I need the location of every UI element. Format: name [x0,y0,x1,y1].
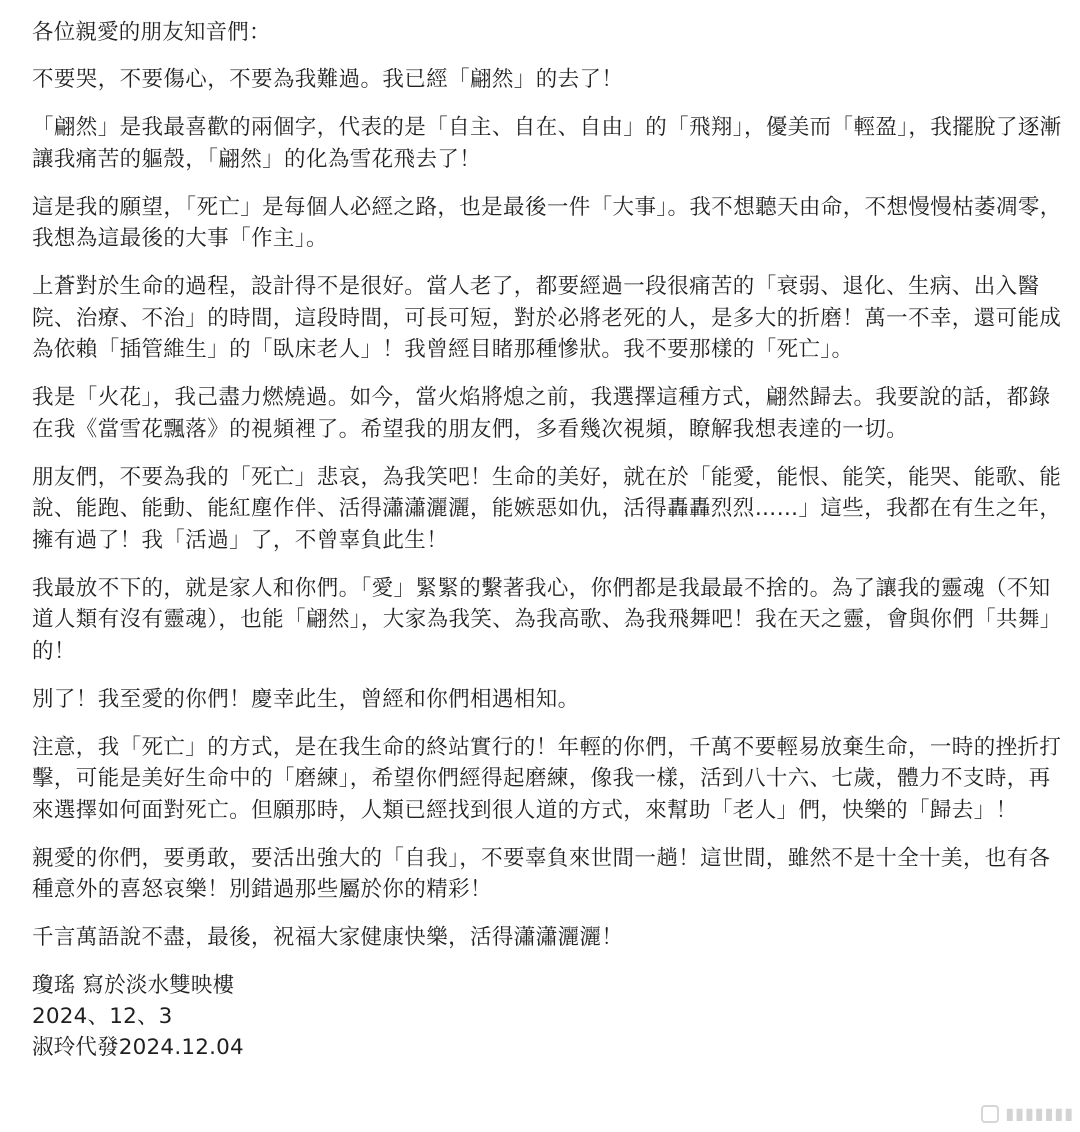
watermark-blurred-text: ▮▮▮▮▮▮▮ [1005,1104,1074,1123]
letter-greeting: 各位親愛的朋友知音們： [32,20,271,45]
letter-paragraph: 我最放不下的，就是家人和你們。「愛」緊緊的繫著我心，你們都是我最最不捨的。為了讓我的靈魂（不知道人類有沒有靈魂），也能「翩然」，大家為我笑、為我高歌、為我飛舞吧！我在天之靈，會與你們「共舞」的！ [32,575,1062,664]
letter-paragraph: 朋友們，不要為我的「死亡」悲哀，為我笑吧！生命的美好，就在於「能愛，能恨、能笑，能哭、能歌、能說、能跑、能動、能紅塵作伴、活得瀟瀟灑灑，能嫉惡如仇，活得轟轟烈烈……」這些，我都在有生之年，擁有過了！我「活過」了，不曾辜負此生！ [32,464,1062,553]
watermark [981,1104,1074,1123]
letter-paragraph: 上蒼對於生命的過程，設計得不是很好。當人老了，都要經過一段很痛苦的「衰弱、退化、生病、出入醫院、治療、不治」的時間，這段時間，可長可短，對於必將老死的人，是多大的折磨！萬一不幸，還可能成為依賴「插管維生」的「臥床老人」！我曾經目睹那種慘狀。我不要那樣的「死亡」。 [32,274,1062,362]
signature-author: 瓊瑤 寫於淡水雙映樓 [32,973,235,998]
letter-signature [32,970,1062,1063]
letter-paragraph: 千言萬語說不盡，最後，祝福大家健康快樂，活得瀟瀟灑灑！ [32,925,624,950]
letter-paragraph: 不要哭，不要傷心，不要為我難過。我已經「翩然」的去了！ [32,67,624,92]
letter-paragraph: 別了！我至愛的你們！慶幸此生，曾經和你們相遇相知。 [32,686,580,712]
watermark-logo-icon [981,1105,999,1123]
letter-body [32,17,1062,1063]
signature-posted-by: 淑玲代發2024.12.04 [32,1035,244,1060]
letter-paragraph: 注意，我「死亡」的方式，是在我生命的終站實行的！年輕的你們，千萬不要輕易放棄生命，一時的挫折打擊，可能是美好生命中的「磨練」，希望你們經得起磨練，像我一樣，活到八十六、七歲，體力不支時，再來選擇如何面對死亡。但願那時，人類已經找到很人道的方式，來幫助「老人」們，快樂的「歸去」！ [32,734,1062,823]
letter-paragraph: 我是「火花」，我己盡力燃燒過。如今，當火焰將熄之前，我選擇這種方式，翩然歸去。我要說的話，都錄在我《當雪花飄落》的視頻裡了。希望我的朋友們，多看幾次視頻，瞭解我想表達的一切。 [32,385,1051,442]
letter-paragraph: 這是我的願望，「死亡」是每個人必經之路，也是最後一件「大事」。我不想聽天由命，不想慢慢枯萎凋零，我想為這最後的大事「作主」。 [32,194,1062,251]
letter-paragraph: 「翩然」是我最喜歡的兩個字，代表的是「自主、自在、自由」的「飛翔」，優美而「輕盈」，我擺脫了逐漸讓我痛苦的軀殼，「翩然」的化為雪花飛去了！ [32,115,1062,172]
signature-date: 2024、12、3 [32,1004,173,1029]
letter-paragraph: 親愛的你們，要勇敢，要活出強大的「自我」，不要辜負來世間一趟！這世間，雖然不是十全十美，也有各種意外的喜怒哀樂！別錯過那些屬於你的精彩！ [32,845,1051,902]
